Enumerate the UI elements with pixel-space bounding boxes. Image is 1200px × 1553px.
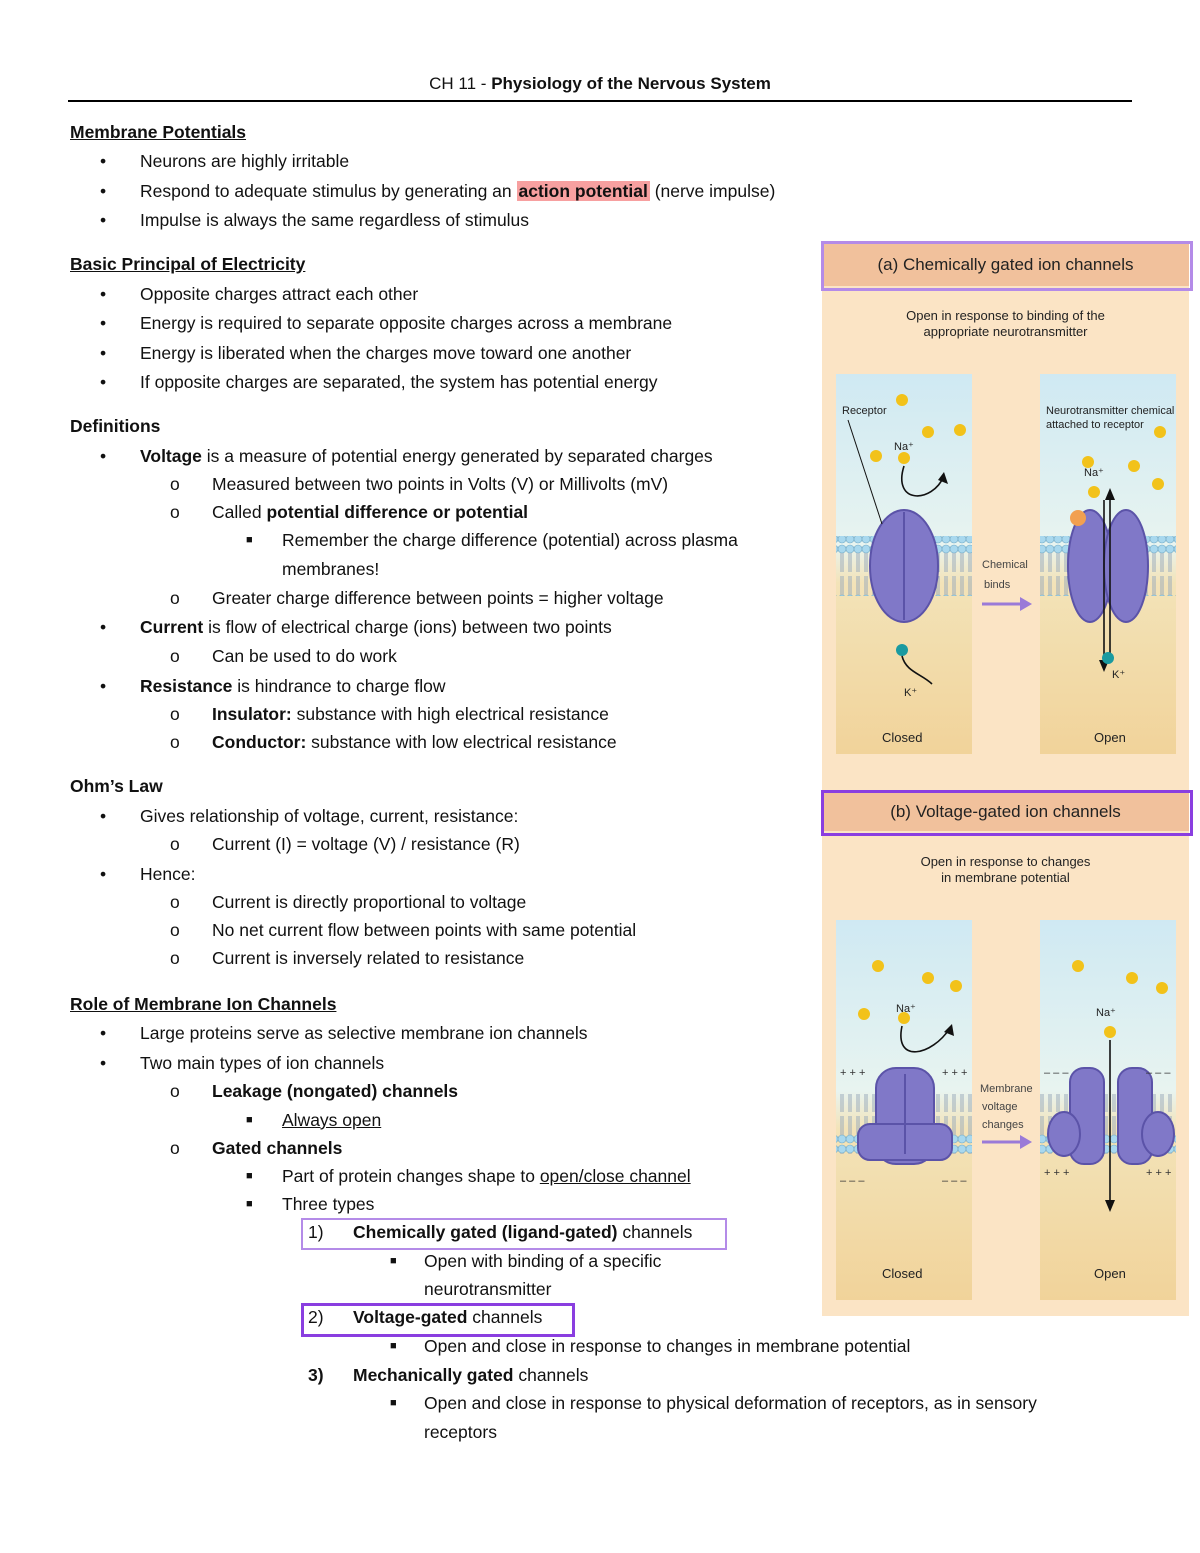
channel-illustrations [822,244,1189,1316]
list-item: neurotransmitter [424,1279,552,1299]
label-plus-b1: + + + [840,1067,866,1079]
label-open-a: Open [1094,730,1126,745]
heading-membrane-potentials: Membrane Potentials [70,122,247,142]
list-item: • Hence: [100,864,196,884]
list-item: 2) [308,1307,324,1327]
list-item: o Gated channels [170,1138,343,1158]
list-item: ■ Open and close in response to physical deformation of receptors, as in sensory [390,1393,1037,1413]
label-open-b: Open [1094,1266,1126,1281]
label-minus-b1r: – – – [942,1175,967,1187]
list-item: o Can be used to do work [170,646,397,666]
list-item: • Respond to adequate stimulus by generating an action potential (nerve impulse) [100,181,776,201]
list-item: o Called potential difference or potential [170,502,529,522]
list-item: o No net current flow between points with same potential [170,920,637,940]
heading-basic-principal: Basic Principal of Electricity [70,254,306,274]
panel-b-closed [836,920,972,1300]
label-changes: changes [982,1119,1024,1131]
list-item: Voltage-gated channels [353,1307,543,1327]
list-item: o Conductor: substance with low electrical resistance [170,732,617,752]
heading-definitions: Definitions [70,416,161,436]
list-item: • Neurons are highly irritable [100,151,350,171]
list-item: o Insulator: substance with high electrical resistance [170,704,609,724]
ion-channel-figure [822,244,1189,1316]
list-item: Chemically gated (ligand-gated) channels [353,1222,693,1242]
list-item: o Current is inversely related to resistance [170,948,525,968]
list-item: ■ Three types [246,1194,375,1214]
list-item: o Leakage (nongated) channels [170,1081,459,1101]
panel-b-open [1040,920,1176,1300]
label-plus-b2: + + + [1044,1167,1070,1179]
list-item: • Resistance is hindrance to charge flow [100,676,446,696]
label-na-a2: Na⁺ [1084,467,1104,479]
figure-b-subtitle: Open in response to changes in membrane potential [920,854,1091,885]
highlight-action-potential: action potential [518,181,648,201]
heading-ion-channels: Role of Membrane Ion Channels [70,994,337,1014]
list-item: • Two main types of ion channels [100,1053,385,1073]
list-item: • Voltage is a measure of potential energy generated by separated charges [100,446,713,466]
panel-a-open [1040,374,1176,754]
list-item: ■ Open and close in response to changes in membrane potential [390,1336,911,1356]
figure-b-title: (b) Voltage-gated ion channels [890,802,1121,821]
list-item: • Current is flow of electrical charge (ions) between two points [100,617,612,637]
list-item: o Current (I) = voltage (V) / resistance (R) [170,834,520,854]
figure-a-subtitle: Open in response to binding of the appropriate neurotransmitter [906,308,1105,339]
label-nt-2: attached to receptor [1046,419,1144,431]
label-na-b2: Na⁺ [1096,1007,1116,1019]
list-item: • Impulse is always the same regardless of stimulus [100,210,530,230]
list-item: ■ Always open [246,1110,382,1130]
figure-a-title: (a) Chemically gated ion channels [877,255,1134,274]
label-na-b1: Na⁺ [896,1003,916,1015]
title-rule [68,100,1132,102]
label-plus-b1r: + + + [942,1067,968,1079]
label-minus-b1: – – – [840,1175,865,1187]
list-item: o Measured between two points in Volts (V) or Millivolts (mV) [170,474,669,494]
list-item: o Greater charge difference between points = higher voltage [170,588,664,608]
label-chemical: Chemical [982,559,1028,571]
list-item: membranes! [282,559,380,579]
label-nt-1: Neurotransmitter chemical [1046,405,1175,417]
label-voltage: voltage [982,1101,1018,1113]
list-item: Mechanically gated channels [353,1365,589,1385]
list-item: receptors [424,1422,497,1442]
list-item: • Large proteins serve as selective membrane ion channels [100,1023,588,1043]
list-item: • Opposite charges attract each other [100,284,419,304]
label-receptor: Receptor [842,405,887,417]
label-minus-b2: – – – [1044,1067,1069,1079]
label-k-a1: K⁺ [904,687,918,699]
heading-ohms-law: Ohm’s Law [70,776,163,796]
label-binds: binds [984,579,1011,591]
list-item: • Gives relationship of voltage, current, resistance: [100,806,519,826]
list-item: 3) [308,1365,324,1385]
label-k-a2: K⁺ [1112,669,1126,681]
label-na-a1: Na⁺ [894,441,914,453]
label-minus-b2r: – – – [1146,1067,1171,1079]
list-item: 1) [308,1222,324,1242]
label-plus-b2r: + + + [1146,1167,1172,1179]
list-item: ■ Open with binding of a specific [390,1251,662,1271]
list-item: • Energy is required to separate opposite charges across a membrane [100,313,673,333]
list-item: o Current is directly proportional to voltage [170,892,527,912]
list-item: ■ Remember the charge difference (potential) across plasma [246,530,738,550]
list-item: • Energy is liberated when the charges move toward one another [100,343,632,363]
label-closed-b: Closed [882,1266,923,1281]
label-closed-a: Closed [882,730,923,745]
list-item: ■ Part of protein changes shape to open/close channel [246,1166,691,1186]
list-item: • If opposite charges are separated, the system has potential energy [100,372,658,392]
label-membrane: Membrane [980,1083,1033,1095]
page-title: CH 11 - Physiology of the Nervous System [429,74,771,93]
